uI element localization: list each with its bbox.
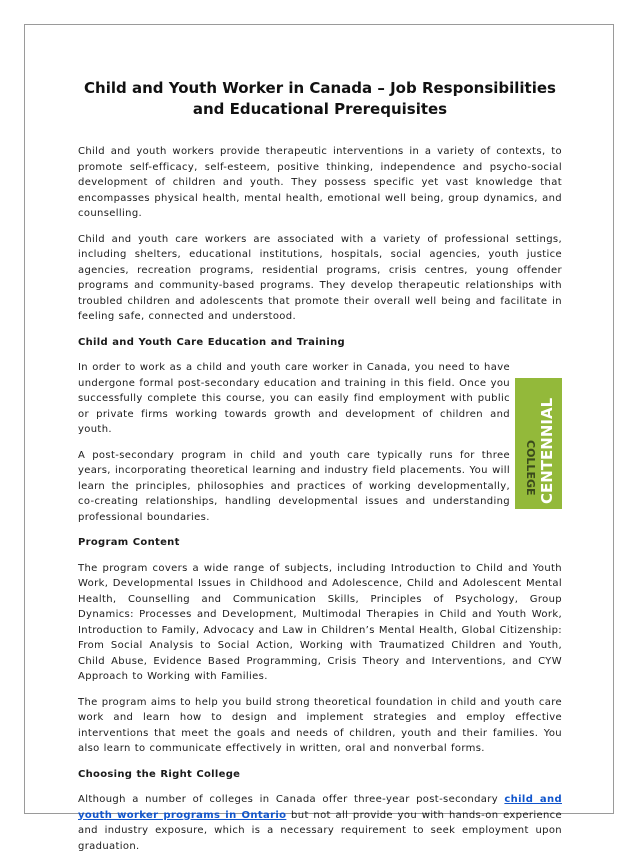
education-section bbox=[78, 360, 562, 525]
logo-graphic bbox=[515, 378, 562, 509]
education-paragraph-1: In order to work as a child and youth care worker in Canada, you need to have undergone formal post-secondary education and training in this field. Once you successfully complete this course, you can easily find employment with public or private firms working towards growth and development of children and youth. bbox=[78, 362, 510, 435]
education-heading: Child and Youth Care Education and Training bbox=[78, 336, 345, 348]
logo-text-college: COLLEGE bbox=[524, 440, 537, 496]
intro-paragraph-2: Child and youth care workers are associated with a variety of professional settings, including shelters, educational institutions, hospitals, social agencies, youth justice agencies, recreation programs, residential programs, crisis centres, young offender programs and community-based programs. They develop therapeutic relationships with troubled children and adolescents that promote their overall well being and facilitate in feeling safe, connected and understood. bbox=[78, 233, 562, 322]
document-body bbox=[78, 78, 562, 864]
document-title: Child and Youth Worker in Canada – Job Responsibilities and Educational Prerequisites bbox=[84, 79, 556, 118]
program-paragraph-1: The program covers a wide range of subjects, including Introduction to Child and Youth Work, Developmental Issues in Childhood and Adolescence, Child and Adolescent Mental Health, Counselling and Communication Skills, Principles of Psychology, Group Dynamics: Processes and Development, Multimodal Therapies in Child and Youth Work, Introduction to Family, Advocacy and Law in Children’s Mental Health, Global Citizenship: From Social Analysis to Social Action, Working with Traumatized Children and Youth, Child Abuse, Evidence Based Programming, Crisis Theory and Interventions, and CYW Approach to Working with Families. bbox=[78, 562, 562, 682]
education-paragraph-2: A post-secondary program in child and youth care typically runs for three years, incorporating theoretical learning and industry field placements. You will learn the principles, philosophies and practices of working developmentally, co-creating relationships, handling developmental issues and understanding professional boundaries. bbox=[78, 449, 510, 523]
college-text-after-link: but not all provide you with hands-on experience and industry exposure, which is a necessary requirement to seek employment upon graduation. bbox=[78, 809, 562, 852]
intro-paragraph-1: Child and youth workers provide therapeutic interventions in a variety of contexts, to promote self-efficacy, self-esteem, positive thinking, independence and psycho-social development of children and youth. They possess specific yet vast knowledge that encompasses physical health, mental health, emotional well being, group dynamics, and counselling. bbox=[78, 146, 562, 219]
program-heading: Program Content bbox=[78, 537, 180, 548]
college-text-before-link: Although a number of colleges in Canada offer three-year post-secondary bbox=[78, 794, 505, 805]
centennial-college-logo bbox=[515, 378, 562, 509]
college-heading: Choosing the Right College bbox=[78, 768, 241, 780]
program-paragraph-2: The program aims to help you build strong theoretical foundation in child and youth care work and learn how to design and implement strategies and employ effective interventions that meet the goals and needs of children, youth and their families. You also learn to communicate effectively in written, oral and nonverbal forms. bbox=[78, 696, 562, 754]
college-paragraph bbox=[78, 792, 562, 854]
logo-text-centennial: CENTENNIAL bbox=[538, 397, 556, 504]
ontario-programs-link[interactable]: child and youth worker programs in Ontario bbox=[78, 794, 562, 821]
